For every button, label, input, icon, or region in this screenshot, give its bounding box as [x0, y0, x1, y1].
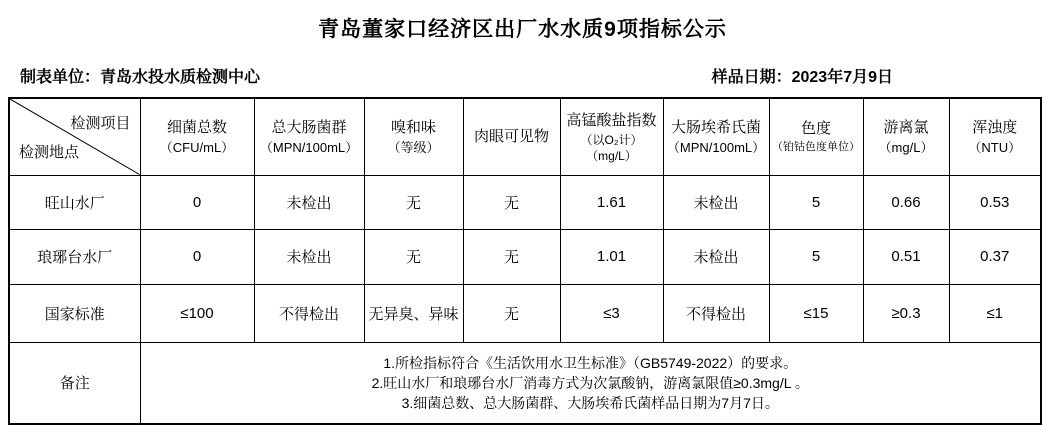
column-unit: （铂钴色度单位）	[772, 141, 860, 154]
column-title: 嗅和味	[390, 118, 436, 136]
row-label: 国家标准	[9, 284, 140, 342]
water-quality-table	[8, 97, 1042, 425]
cell: 无	[463, 229, 560, 284]
cell: 无异臭、异味	[364, 284, 463, 342]
column-title: 细菌总数	[166, 118, 227, 136]
cell: ≤100	[140, 284, 254, 342]
column-title: 浑浊度	[972, 118, 1018, 136]
remark-line: 2.旺山水厂和琅琊台水厂消毒方式为次氯酸钠，游离氯限值≥0.3mg/L 。	[371, 374, 809, 391]
column-title: 大肠埃希氏菌	[670, 118, 761, 136]
cell: 5	[769, 175, 863, 229]
column-header-visible-matter	[463, 98, 560, 175]
row-label: 旺山水厂	[9, 175, 140, 229]
column-unit2: （mg/L）	[586, 148, 637, 163]
cell: 0.51	[863, 229, 949, 284]
column-header-chroma	[769, 98, 863, 175]
cell: ≤1	[949, 284, 1041, 342]
cell: 未检出	[254, 229, 364, 284]
sample-date-label: 样品日期：2023年7月9日	[711, 69, 893, 86]
column-unit: （以O₂计）	[580, 132, 643, 147]
column-header-e-coli	[663, 98, 769, 175]
cell: 0.37	[949, 229, 1041, 284]
column-unit: （mg/L）	[878, 139, 934, 155]
cell: ≥0.3	[863, 284, 949, 342]
cell: 未检出	[254, 175, 364, 229]
cell: 无	[364, 175, 463, 229]
column-header-permanganate-index	[560, 98, 663, 175]
cell: ≤15	[769, 284, 863, 342]
header-row	[9, 98, 1041, 175]
cell: 1.61	[560, 175, 663, 229]
column-header-turbidity	[949, 98, 1041, 175]
column-unit: （CFU/mL）	[159, 139, 235, 155]
cell: 未检出	[663, 175, 769, 229]
column-unit: （MPN/100mL）	[666, 139, 766, 155]
column-title: 色度	[800, 120, 831, 138]
row-label: 琅琊台水厂	[9, 229, 140, 284]
meta-row	[20, 64, 893, 87]
column-title: 肉眼可见物	[473, 127, 549, 145]
column-header-odor-taste	[364, 98, 463, 175]
cell: 未检出	[663, 229, 769, 284]
cell: 5	[769, 229, 863, 284]
corner-label-locations: 检测地点	[19, 143, 80, 161]
producer-label: 制表单位：青岛水投水质检测中心	[20, 69, 261, 86]
diagonal-divider	[10, 99, 140, 175]
column-unit: （MPN/100mL）	[259, 139, 359, 155]
column-header-bacteria-total	[140, 98, 254, 175]
column-header-total-coliform	[254, 98, 364, 175]
cell: 不得检出	[254, 284, 364, 342]
cell: 0	[140, 175, 254, 229]
column-title: 总大肠菌群	[271, 118, 347, 136]
remarks-label: 备注	[9, 342, 140, 424]
corner-label-items: 检测项目	[70, 115, 131, 132]
corner-cell	[9, 98, 140, 175]
table-row-national-standard	[9, 284, 1041, 342]
cell: 不得检出	[663, 284, 769, 342]
remarks-row	[9, 342, 1041, 424]
column-unit: （NTU）	[968, 139, 1022, 155]
page-title: 青岛董家口经济区出厂水水质9项指标公示	[318, 18, 727, 41]
table-row-langyatai	[9, 229, 1041, 284]
column-title: 游离氯	[883, 118, 929, 136]
cell: 无	[463, 284, 560, 342]
cell: 0	[140, 229, 254, 284]
cell: 无	[463, 175, 560, 229]
column-title: 高锰酸盐指数	[566, 111, 657, 129]
cell: 0.53	[949, 175, 1041, 229]
column-header-free-chlorine	[863, 98, 949, 175]
cell: ≤3	[560, 284, 663, 342]
cell: 1.01	[560, 229, 663, 284]
cell: 无	[364, 229, 463, 284]
remark-line: 3.细菌总数、总大肠菌群、大肠埃希氏菌样品日期为7月7日。	[401, 394, 779, 411]
cell: 0.66	[863, 175, 949, 229]
remark-line: 1.所检指标符合《生活饮用水卫生标准》（GB5749-2022）的要求。	[383, 354, 798, 371]
column-unit: （等级）	[387, 139, 440, 155]
remarks-cell	[140, 342, 1041, 424]
table-row-wangshan	[9, 175, 1041, 229]
